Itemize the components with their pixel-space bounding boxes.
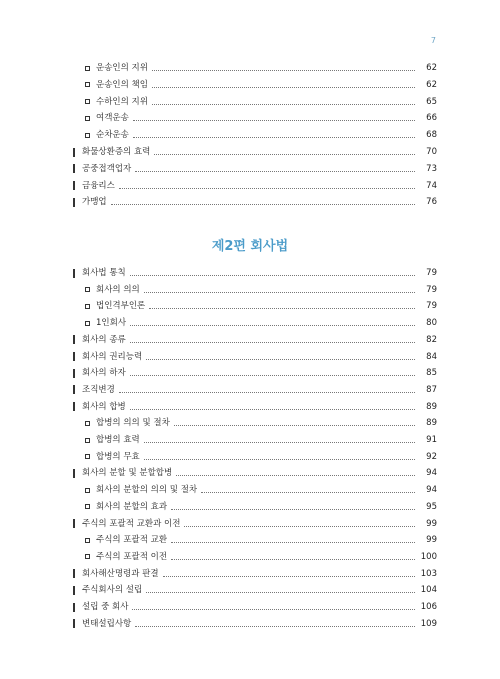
toc-entry-page: 82 xyxy=(426,334,437,345)
toc-entry xyxy=(73,600,437,614)
bar-marker-icon xyxy=(73,181,75,190)
toc-entry-title: 조직변경 xyxy=(82,384,115,395)
toc-entry-page: 94 xyxy=(426,485,437,496)
toc-entry xyxy=(73,266,437,280)
toc-entry xyxy=(73,500,437,514)
toc-entry-page: 68 xyxy=(426,130,437,141)
dot-leader xyxy=(174,424,415,426)
dot-leader xyxy=(146,591,415,593)
square-bullet-icon xyxy=(85,304,90,309)
toc-entry-page: 99 xyxy=(426,535,437,546)
bar-marker-icon xyxy=(73,603,75,612)
square-bullet-icon xyxy=(85,82,90,87)
toc-entry-title: 순차운송 xyxy=(96,130,129,141)
dot-leader xyxy=(130,408,415,410)
toc-entry-page: 91 xyxy=(426,435,437,445)
toc-entry xyxy=(73,283,437,297)
bar-marker-icon xyxy=(73,385,75,394)
toc-entry-page: 95 xyxy=(426,501,437,512)
square-bullet-icon xyxy=(85,454,90,459)
dot-leader xyxy=(154,153,415,155)
toc-entry-title: 설립 중 회사 xyxy=(82,602,129,612)
square-bullet-icon xyxy=(85,116,90,121)
square-bullet-icon xyxy=(85,66,90,71)
toc-entry-page: 104 xyxy=(420,585,437,596)
toc-entry xyxy=(73,95,437,109)
toc-entry xyxy=(73,583,437,597)
toc-entry-page: 106 xyxy=(420,602,437,612)
toc-entry-page: 89 xyxy=(426,418,437,429)
bar-marker-icon xyxy=(73,469,75,478)
dot-leader xyxy=(130,324,415,326)
toc-entry xyxy=(73,433,437,447)
toc-entry-title: 수하인의 지위 xyxy=(96,96,148,107)
toc-entry xyxy=(73,162,437,176)
toc-entry xyxy=(73,416,437,430)
toc-entry-page: 100 xyxy=(420,551,437,562)
toc-entry-page: 73 xyxy=(426,163,437,174)
toc-entry-title: 운송인의 지위 xyxy=(96,63,148,73)
toc-entry-title: 합병의 효력 xyxy=(96,435,140,445)
toc-entry-title: 합병의 의의 및 절차 xyxy=(96,418,170,429)
bar-marker-icon xyxy=(73,198,75,207)
dot-leader xyxy=(132,608,415,610)
toc-entry-page: 80 xyxy=(426,318,437,329)
dot-leader xyxy=(144,291,415,293)
bar-marker-icon xyxy=(73,164,75,173)
toc-entry-page: 62 xyxy=(426,79,437,90)
dot-leader xyxy=(152,69,415,71)
toc-entry-title: 법인격부인론 xyxy=(96,301,146,312)
toc-entry-page: 62 xyxy=(426,63,437,73)
toc-entry-title: 합병의 무효 xyxy=(96,451,140,462)
dot-leader xyxy=(152,86,415,88)
square-bullet-icon xyxy=(85,421,90,426)
bar-marker-icon xyxy=(73,335,75,344)
square-bullet-icon xyxy=(85,133,90,138)
toc-entry xyxy=(73,179,437,193)
toc-entry-page: 109 xyxy=(420,618,437,629)
square-bullet-icon xyxy=(85,287,90,292)
toc-entry-title: 주식의 포괄적 이전 xyxy=(96,551,168,562)
toc-entry-page: 89 xyxy=(426,401,437,412)
toc-entry-page: 94 xyxy=(426,468,437,479)
toc-entry-title: 여객운송 xyxy=(96,113,129,124)
dot-leader xyxy=(152,103,415,105)
bar-marker-icon xyxy=(73,569,75,578)
toc-entry xyxy=(73,567,437,581)
bar-marker-icon xyxy=(73,402,75,411)
square-bullet-icon xyxy=(85,538,90,543)
dot-leader xyxy=(119,391,415,393)
dot-leader xyxy=(144,458,415,460)
bar-marker-icon xyxy=(73,586,75,595)
toc-entry xyxy=(73,517,437,531)
toc-entry xyxy=(73,366,437,380)
toc-entry xyxy=(73,316,437,330)
toc-entry-title: 회사의 의의 xyxy=(96,284,140,295)
toc-entry xyxy=(73,483,437,497)
dot-leader xyxy=(171,541,415,543)
toc-entry-title: 화물상환증의 효력 xyxy=(82,147,151,157)
toc-entry-title: 회사의 분할의 의의 및 절차 xyxy=(96,485,198,496)
toc-entry-title: 회사의 종류 xyxy=(82,334,126,345)
bar-marker-icon xyxy=(73,352,75,361)
square-bullet-icon xyxy=(85,99,90,104)
dot-leader xyxy=(163,575,415,577)
toc-entry-title: 주식의 포괄적 교환과 이전 xyxy=(82,518,181,529)
dot-leader xyxy=(184,525,415,527)
toc-entry xyxy=(73,128,437,142)
toc-entry-title: 가맹업 xyxy=(82,197,107,208)
toc-entry xyxy=(73,333,437,347)
toc-entry-page: 79 xyxy=(426,268,437,278)
bar-marker-icon xyxy=(73,369,75,378)
square-bullet-icon xyxy=(85,554,90,559)
toc-entry-page: 103 xyxy=(420,568,437,579)
toc-entry-page: 70 xyxy=(426,147,437,157)
dot-leader xyxy=(119,187,415,189)
dot-leader xyxy=(111,203,415,205)
dot-leader xyxy=(135,170,415,172)
toc-entry-title: 금융리스 xyxy=(82,180,115,191)
toc-entry-title: 변태설립사항 xyxy=(82,618,132,629)
square-bullet-icon xyxy=(85,504,90,509)
toc-entry-title: 회사의 하자 xyxy=(82,368,126,379)
bar-marker-icon xyxy=(73,619,75,628)
section-title: 제2편 회사법 xyxy=(211,239,289,254)
toc-entry-page: 66 xyxy=(426,113,437,124)
bar-marker-icon xyxy=(73,269,75,278)
toc-entry xyxy=(73,145,437,159)
toc-entry-page: 99 xyxy=(426,518,437,529)
dot-leader xyxy=(171,508,415,510)
toc-entry-page: 92 xyxy=(426,451,437,462)
toc-entry-page: 85 xyxy=(426,368,437,379)
toc-entry-title: 회사의 분할의 효과 xyxy=(96,501,168,512)
toc-entry xyxy=(73,466,437,480)
dot-leader xyxy=(144,441,415,443)
dot-leader xyxy=(171,558,415,560)
toc-entry xyxy=(73,78,437,92)
toc-entry-title: 회사해산명령과 판결 xyxy=(82,568,159,579)
square-bullet-icon xyxy=(85,488,90,493)
toc-entry-title: 회사의 분할 및 분할합병 xyxy=(82,468,173,479)
toc-entry-title: 회사의 권리능력 xyxy=(82,351,143,362)
toc-entry xyxy=(73,383,437,397)
toc-entry xyxy=(73,61,437,75)
toc-entry-page: 76 xyxy=(426,197,437,208)
toc-entry xyxy=(73,550,437,564)
toc-entry-title: 공중접객업자 xyxy=(82,163,132,174)
toc-entry-title: 주식의 포괄적 교환 xyxy=(96,535,168,546)
toc-entry-page: 74 xyxy=(426,180,437,191)
toc-entry xyxy=(73,533,437,547)
toc-entry xyxy=(73,400,437,414)
bar-marker-icon xyxy=(73,519,75,528)
square-bullet-icon xyxy=(85,321,90,326)
toc-entry-title: 회사법 통칙 xyxy=(82,268,126,278)
toc-entry-title: 운송인의 책임 xyxy=(96,79,148,90)
toc-entry xyxy=(73,450,437,464)
dot-leader xyxy=(149,307,415,309)
dot-leader xyxy=(133,119,415,121)
toc-entry-page: 65 xyxy=(426,96,437,107)
toc-entry xyxy=(73,195,437,209)
dot-leader xyxy=(130,374,415,376)
toc-entry-title: 주식회사의 설립 xyxy=(82,585,143,596)
dot-leader xyxy=(130,341,415,343)
dot-leader xyxy=(133,136,415,138)
dot-leader xyxy=(130,274,415,276)
toc-entry-page: 87 xyxy=(426,384,437,395)
dot-leader xyxy=(176,474,415,476)
toc-entry-title: 1인회사 xyxy=(96,318,127,329)
toc-entry xyxy=(73,111,437,125)
bar-marker-icon xyxy=(73,148,75,157)
toc-entry-page: 79 xyxy=(426,284,437,295)
page-number: 7 xyxy=(430,36,436,45)
toc-entry-page: 84 xyxy=(426,351,437,362)
toc-entry xyxy=(73,299,437,313)
dot-leader xyxy=(201,491,415,493)
toc-entry xyxy=(73,617,437,631)
toc-entry xyxy=(73,350,437,364)
toc-entry-page: 79 xyxy=(426,301,437,312)
toc-entry-title: 회사의 합병 xyxy=(82,401,126,412)
dot-leader xyxy=(146,358,415,360)
dot-leader xyxy=(135,625,415,627)
square-bullet-icon xyxy=(85,438,90,443)
